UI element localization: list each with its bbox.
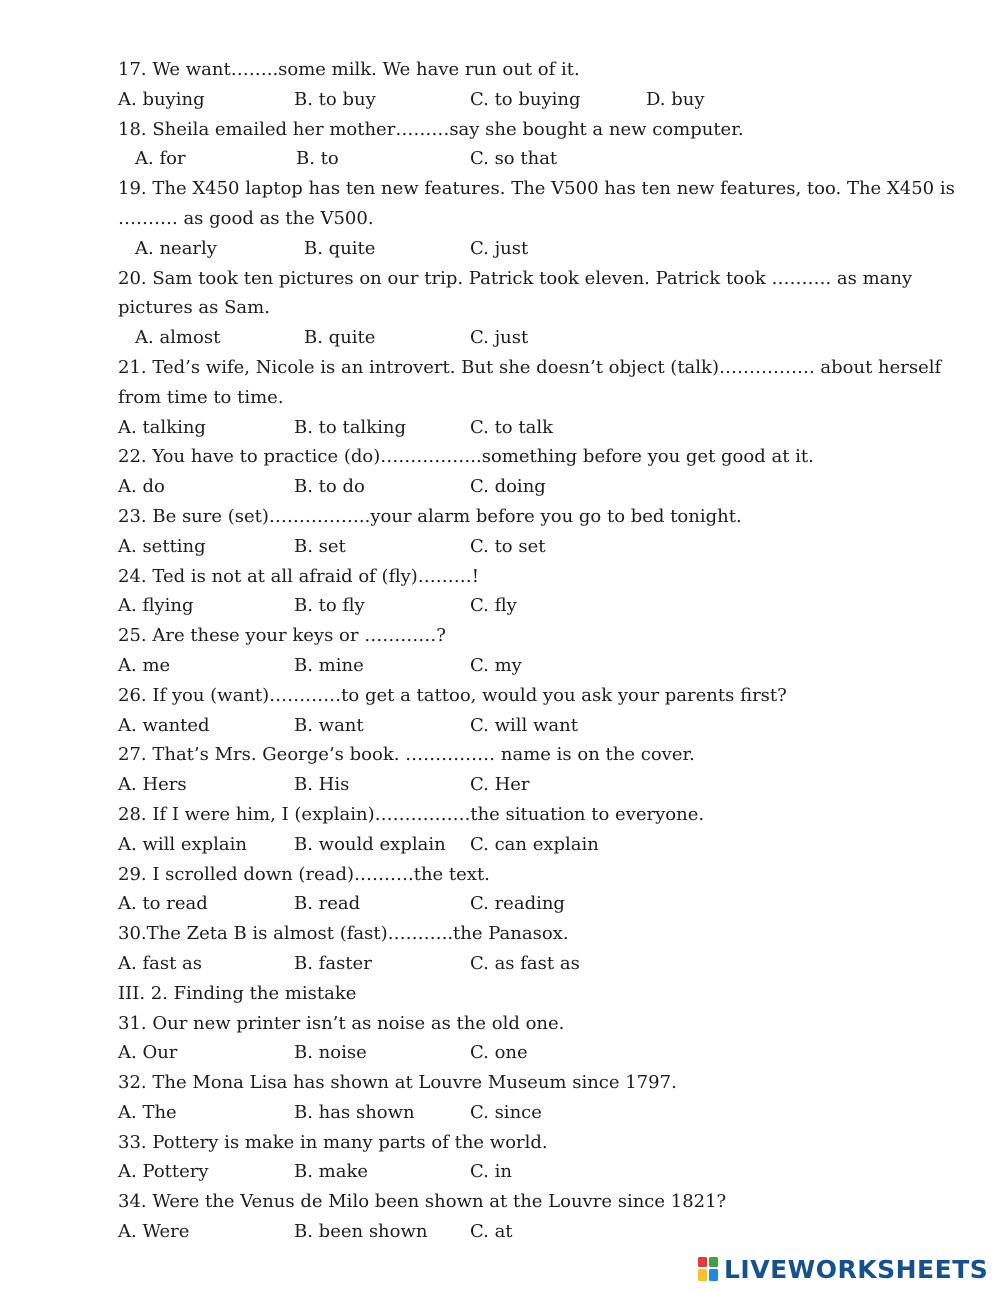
logo-block-1 xyxy=(698,1257,707,1267)
answer-option: C. my xyxy=(470,654,522,676)
answer-option: A. will explain xyxy=(118,833,248,855)
answer-option: D. buy xyxy=(646,88,705,110)
answer-option: C. to set xyxy=(470,535,546,557)
answer-option: B. to buy xyxy=(294,88,376,110)
answer-options-row xyxy=(118,711,978,741)
answer-option: C. reading xyxy=(470,893,565,915)
answer-option: B. to talking xyxy=(294,416,406,438)
answer-option: C. will want xyxy=(470,714,578,736)
answer-option: B. to do xyxy=(294,476,365,498)
question-line: 21. Ted’s wife, Nicole is an introvert. But she doesn’t object (talk)……………. about herself xyxy=(118,356,942,378)
answer-options-row xyxy=(118,1038,978,1068)
answer-option: A. flying xyxy=(118,595,194,617)
answer-option: A. me xyxy=(118,654,171,676)
question-line: 28. If I were him, I (explain)…………….the situation to everyone. xyxy=(118,803,705,825)
answer-option: B. noise xyxy=(294,1042,367,1064)
question-line: 26. If you (want)…………to get a tattoo, would you ask your parents first? xyxy=(118,684,787,706)
answer-option: A. almost xyxy=(135,327,221,349)
worksheet-page xyxy=(118,55,978,1247)
answer-option: A. to read xyxy=(118,893,208,915)
answer-option: B. to fly xyxy=(294,595,365,617)
question-line: 18. Sheila emailed her mother………say she bought a new computer. xyxy=(118,118,744,140)
answer-options-row xyxy=(118,1098,978,1128)
answer-option: A. for xyxy=(135,148,186,170)
answer-option: A. Pottery xyxy=(118,1161,209,1183)
question-line: 19. The X450 laptop has ten new features. The V500 has ten new features, too. The X450 is xyxy=(118,178,955,200)
question-line: 20. Sam took ten pictures on our trip. Patrick took eleven. Patrick took ………. as many xyxy=(118,267,913,289)
answer-options-row xyxy=(118,323,978,353)
question-line: 34. Were the Venus de Milo been shown at the Louvre since 1821? xyxy=(118,1191,727,1213)
answer-option: A. fast as xyxy=(118,952,202,974)
question-line: 17. We want……..some milk. We have run out of it. xyxy=(118,59,580,80)
answer-options-row xyxy=(118,591,978,621)
answer-option: C. Her xyxy=(470,774,530,796)
liveworksheets-logo xyxy=(698,1252,988,1286)
answer-option: A. Were xyxy=(118,1221,190,1243)
answer-option: B. mine xyxy=(294,654,364,676)
answer-option: A. wanted xyxy=(118,714,210,736)
answer-option: C. as fast as xyxy=(470,952,580,974)
answer-option: C. in xyxy=(470,1161,512,1183)
answer-options-row xyxy=(118,770,978,800)
answer-option: A. Hers xyxy=(118,774,187,796)
answer-option: A. Our xyxy=(118,1042,178,1064)
answer-option: C. doing xyxy=(470,476,546,498)
answer-option: A. do xyxy=(118,476,165,498)
answer-option: B. set xyxy=(294,535,346,557)
answer-options-row xyxy=(118,472,978,502)
answer-options-row xyxy=(118,651,978,681)
question-line: 27. That’s Mrs. George’s book. …………… name is on the cover. xyxy=(118,744,695,766)
answer-option: A. nearly xyxy=(135,237,217,259)
answer-options-row xyxy=(118,830,978,860)
question-line: pictures as Sam. xyxy=(118,297,270,319)
answer-option: C. since xyxy=(470,1101,542,1123)
answer-option: C. to talk xyxy=(470,416,553,438)
answer-option: C. one xyxy=(470,1042,528,1064)
question-line: from time to time. xyxy=(118,386,284,408)
answer-option: C. just xyxy=(470,237,529,259)
logo-block-2 xyxy=(698,1269,707,1281)
answer-option: B. to xyxy=(296,148,339,170)
answer-options-row xyxy=(118,1217,978,1247)
answer-options-row xyxy=(118,889,978,919)
answer-option: B. His xyxy=(294,774,350,796)
answer-option: C. so that xyxy=(470,148,558,170)
answer-options-row xyxy=(118,85,978,115)
question-line: ………. as good as the V500. xyxy=(118,207,374,229)
answer-options-row xyxy=(118,144,978,174)
answer-options-row xyxy=(118,949,978,979)
answer-option: B. faster xyxy=(294,952,372,974)
answer-option: B. would explain xyxy=(294,833,446,855)
answer-option: B. quite xyxy=(304,237,376,259)
answer-option: C. fly xyxy=(470,595,517,617)
answer-option: A. The xyxy=(118,1101,177,1123)
question-line: 31. Our new printer isn’t as noise as the old one. xyxy=(118,1012,565,1034)
question-line: III. 2. Finding the mistake xyxy=(118,982,357,1004)
question-line: 29. I scrolled down (read)……….the text. xyxy=(118,863,490,885)
logo-block-3 xyxy=(709,1257,718,1267)
answer-options-row xyxy=(118,413,978,443)
answer-options-row xyxy=(118,1157,978,1187)
answer-option: C. to buying xyxy=(470,88,581,110)
answer-option: A. talking xyxy=(118,416,206,438)
question-line: 32. The Mona Lisa has shown at Louvre Museum since 1797. xyxy=(118,1072,677,1094)
answer-option: B. been shown xyxy=(294,1221,428,1243)
logo-text: LIVEWORKSHEETS xyxy=(724,1254,989,1284)
answer-option: C. can explain xyxy=(470,833,599,855)
answer-option: C. at xyxy=(470,1221,513,1243)
answer-option: B. read xyxy=(294,893,361,915)
question-line: 25. Are these your keys or …………? xyxy=(118,625,446,647)
question-line: 33. Pottery is make in many parts of the world. xyxy=(118,1131,548,1153)
answer-option: A. buying xyxy=(118,88,205,110)
answer-options-row xyxy=(118,532,978,562)
question-line: 22. You have to practice (do)……………..something before you get good at it. xyxy=(118,446,814,468)
answer-option: A. setting xyxy=(118,535,206,557)
liveworksheets-logo-icon xyxy=(698,1255,720,1283)
answer-option: B. quite xyxy=(304,327,376,349)
answer-option: B. has shown xyxy=(294,1101,415,1123)
answer-option: B. make xyxy=(294,1161,369,1183)
logo-block-4 xyxy=(709,1269,718,1281)
question-line: 30.The Zeta B is almost (fast)………..the Panasox. xyxy=(118,923,569,945)
answer-option: B. want xyxy=(294,714,364,736)
question-line: 24. Ted is not at all afraid of (fly)………! xyxy=(118,565,480,587)
answer-option: C. just xyxy=(470,327,529,349)
question-line: 23. Be sure (set)……………..your alarm before you go to bed tonight. xyxy=(118,505,742,527)
answer-options-row xyxy=(118,234,978,264)
